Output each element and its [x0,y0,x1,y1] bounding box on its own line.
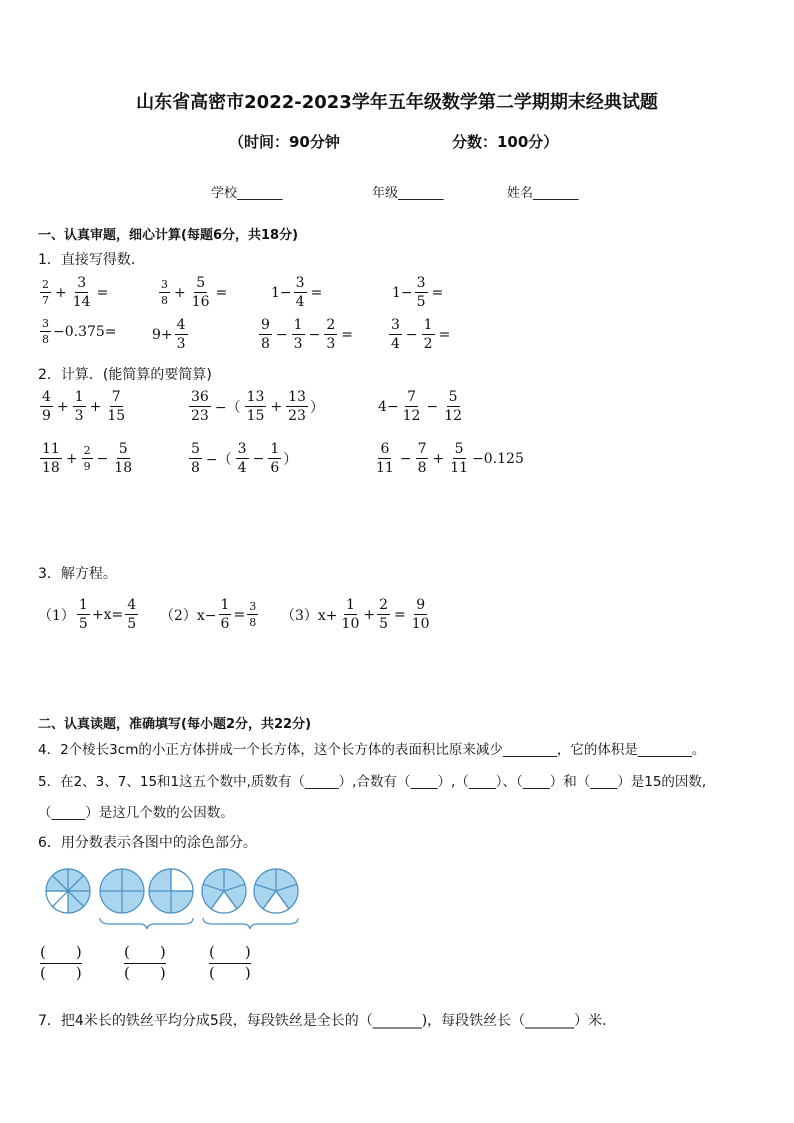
fraction: $\frac{4}{5}$ [127,597,137,632]
name-field: 姓名_______ [507,186,579,201]
fraction: $\frac{9}{10}$ [411,597,430,632]
q1-expr-7: $\frac{9}{8}$ − $\frac{1}{3}$ − $\frac{2}{3}$ = [261,317,353,352]
fraction: $\frac{2}{9}$ [83,444,91,473]
fraction: $\frac{13}{23}$ [288,389,306,424]
section-1-heading: 一、认真审题，细心计算(每题6分，共18分) [38,228,299,243]
fraction: $\frac{3}{4}$ [237,441,247,476]
q1-expr-8: $\frac{3}{4}$ − $\frac{1}{2}$ = [391,317,451,352]
fraction: $\frac{3}{14}$ [72,275,91,310]
fraction: $\frac{5}{8}$ [191,441,200,476]
question-3: 3．解方程。 [38,566,117,582]
q2-expr-6: $\frac{6}{11}$ − $\frac{7}{8}$ + $\frac{5}{11}$ −0.125 [376,441,524,476]
q2-expr-5: $\frac{5}{8}$ −（ $\frac{3}{4}$ − $\frac{1}{6}$ ） [191,441,298,476]
fraction: $\frac{3}{8}$ [249,600,257,629]
question-5-cont: （_____）是这几个数的公因数。 [38,805,234,821]
school-field: 学校_______ [211,186,283,201]
grade-field: 年级_______ [372,186,444,201]
circle-3-shape [149,869,193,913]
circle-5-shape [254,869,298,913]
question-7: 7．把4米长的铁丝平均分成5段，每段铁丝是全长的（_______)，每段铁丝长（_______）米. [38,1013,607,1029]
fraction: $\frac{1}{6}$ [270,441,280,476]
q3-equation-2: （2）x− $\frac{1}{6}$ = $\frac{3}{8}$ [160,597,257,632]
circle-1-shape [46,869,90,913]
fraction: $\frac{2}{5}$ [379,597,389,632]
q1-expr-6: 9+ $\frac{4}{3}$ [152,317,186,352]
fraction: $\frac{4}{9}$ [42,389,51,424]
question-1: 1．直接写得数． [38,252,145,268]
fraction: $\frac{7}{12}$ [402,389,421,424]
fraction: $\frac{7}{8}$ [417,441,427,476]
fraction: $\frac{1}{2}$ [423,317,433,352]
fraction: $\frac{5}{16}$ [191,275,210,310]
circle-4-shape [202,869,246,913]
q3-equation-3: （3）x+ $\frac{1}{10}$ + $\frac{2}{5}$ = $\frac{9}{10}$ [281,597,430,632]
fraction: $\frac{1}{3}$ [74,389,84,424]
fraction: $\frac{4}{3}$ [176,317,186,352]
q2-expr-1: $\frac{4}{9}$ + $\frac{1}{3}$ + $\frac{7}{15}$ [42,389,126,424]
fraction: $\frac{11}{18}$ [42,441,60,476]
q1-expr-1: $\frac{2}{7}$ + $\frac{3}{14}$ = [42,275,109,310]
answer-blank-3[interactable]: $\frac{( )}{( )}$ [209,943,251,982]
fraction: $\frac{5}{11}$ [450,441,469,476]
fraction: $\frac{9}{8}$ [261,317,270,352]
exam-score: 分数：100分） [452,133,559,151]
question-2: 2．计算．(能简算的要简算) [38,367,212,383]
fraction: $\frac{7}{15}$ [107,389,126,424]
page-title: 山东省高密市2022-2023学年五年级数学第二学期期末经典试题 [136,92,658,113]
fraction: $\frac{13}{15}$ [246,389,265,424]
answer-blank-2[interactable]: $\frac{( )}{( )}$ [124,943,166,982]
q1-expr-3: 1− $\frac{3}{4}$ = [271,275,323,310]
question-4: 4．2个棱长3cm的小正方体拼成一个长方体，这个长方体的表面积比原来减少________，它的体积是________。 [38,742,706,758]
fraction: $\frac{6}{11}$ [376,441,394,476]
q1-expr-4: 1− $\frac{3}{5}$ = [392,275,444,310]
fraction: $\frac{2}{3}$ [326,317,336,352]
shaded-circles-figure [40,862,310,932]
fraction: $\frac{3}{4}$ [391,317,400,352]
q2-expr-4: $\frac{11}{18}$ + $\frac{2}{9}$ − $\frac{5}{18}$ [42,441,133,476]
fraction: $\frac{1}{6}$ [220,597,230,632]
q3-equation-1: （1） $\frac{1}{5}$ +x= $\frac{4}{5}$ [38,597,137,632]
exam-time: （时间：90分钟 [229,133,340,151]
fraction: $\frac{1}{3}$ [293,317,303,352]
q2-expr-3: 4− $\frac{7}{12}$ − $\frac{5}{12}$ [378,389,463,424]
question-5: 5．在2、3、7、15和1这五个数中,质数有（_____）,合数有（____）,（____）、（____）和（____）是15的因数, [38,774,707,790]
fraction: $\frac{3}{8}$ [161,278,168,307]
fraction: $\frac{5}{12}$ [444,389,463,424]
brace-shape [203,918,298,929]
fraction: $\frac{1}{10}$ [341,597,360,632]
section-2-heading: 二、认真读题，准确填写(每小题2分，共22分) [38,717,312,732]
fraction: $\frac{1}{5}$ [78,597,88,632]
q1-expr-5: $\frac{3}{8}$ −0.375= [42,317,117,346]
fraction: $\frac{3}{4}$ [295,275,305,310]
answer-blank-1[interactable]: $\frac{( )}{( )}$ [40,943,82,982]
fraction: $\frac{3}{5}$ [416,275,426,310]
fraction: $\frac{36}{23}$ [191,389,209,424]
q1-expr-2: $\frac{3}{8}$ + $\frac{5}{16}$ = [161,275,228,310]
question-6: 6．用分数表示各图中的涂色部分。 [38,835,257,851]
fraction: $\frac{2}{7}$ [42,278,49,307]
circle-2-shape [100,869,144,913]
brace-shape [100,918,193,929]
fraction: $\frac{3}{8}$ [42,317,49,346]
q2-expr-2: $\frac{36}{23}$ −（ $\frac{13}{15}$ + $\frac{13}{23}$ ） [191,389,324,424]
fraction: $\frac{5}{18}$ [114,441,133,476]
